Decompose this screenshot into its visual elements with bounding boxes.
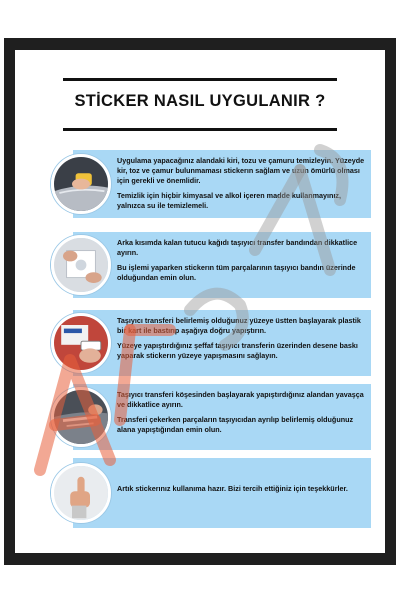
step-text — [117, 156, 365, 216]
title-rule-top — [63, 78, 337, 81]
step-paragraph: Uygulama yapacağınız alandaki kiri, tozu ve çamuru temizleyin. Yüzeyde kir, toz ve çamur bulunmaması stickerın sağlam ve uzun ömürlü olması için gerekli ve önemlidir. — [117, 156, 365, 186]
step-paragraph: Arka kısımda kalan tutucu kağıdı taşıyıcı transfer bandından dikkatlice ayırın. — [117, 238, 358, 258]
poster-title: STİCKER NASIL UYGULANIR ? — [74, 92, 326, 110]
step-3 — [51, 310, 371, 376]
step-paragraph: Transferi çekerken parçaların taşıyıcıdan ayrılıp belirlemiş olduğunuz alana yapıştığından emin olun. — [117, 415, 354, 435]
step-text — [117, 484, 365, 499]
title-rule-bottom — [63, 128, 337, 131]
poster-sheet — [15, 50, 385, 553]
peeling-backing-photo-icon — [51, 235, 111, 295]
step-paragraph: Bu işlemi yaparken stickerın tüm parçalarının taşıyıcı bandın üzerinde olduğundan emin olun. — [117, 263, 356, 283]
step-text — [117, 238, 365, 288]
step-text — [117, 316, 365, 366]
step-paragraph: Taşıyıcı transferi köşesinden başlayarak yapıştırdığınız alandan yavaşça ve dikkatlice ayırın. — [117, 390, 364, 410]
step-text — [117, 390, 365, 440]
thumbs-up-photo-icon — [51, 463, 111, 523]
step-2 — [51, 232, 371, 298]
poster-frame — [4, 38, 396, 565]
step-5 — [51, 458, 371, 528]
step-paragraph: Yüzeye yapıştırdığınız şeffaf taşıyıcı transferin üzerinden desene baskı yaparak stickerın yüzeye yapışmasını sağlayın. — [117, 341, 358, 361]
step-paragraph: Artık stickerınız kullanıma hazır. Bizi tercih ettiğiniz için teşekkürler. — [117, 484, 348, 493]
step-4 — [51, 384, 371, 450]
wiping-car-photo-icon — [51, 154, 111, 214]
step-paragraph: Taşıyıcı transferi belirlemiş olduğunuz yüzeye üstten başlayarak plastik bir kart ile bastırıp aşağıya doğru yapıştırın. — [117, 316, 361, 336]
applying-sticker-photo-icon — [51, 313, 111, 373]
step-1 — [51, 150, 371, 218]
removing-transfer-photo-icon — [51, 387, 111, 447]
step-paragraph: Temizlik için hiçbir kimyasal ve alkol içeren madde kullanmayınız, yalnızca su ile temizlemeli. — [117, 191, 341, 211]
